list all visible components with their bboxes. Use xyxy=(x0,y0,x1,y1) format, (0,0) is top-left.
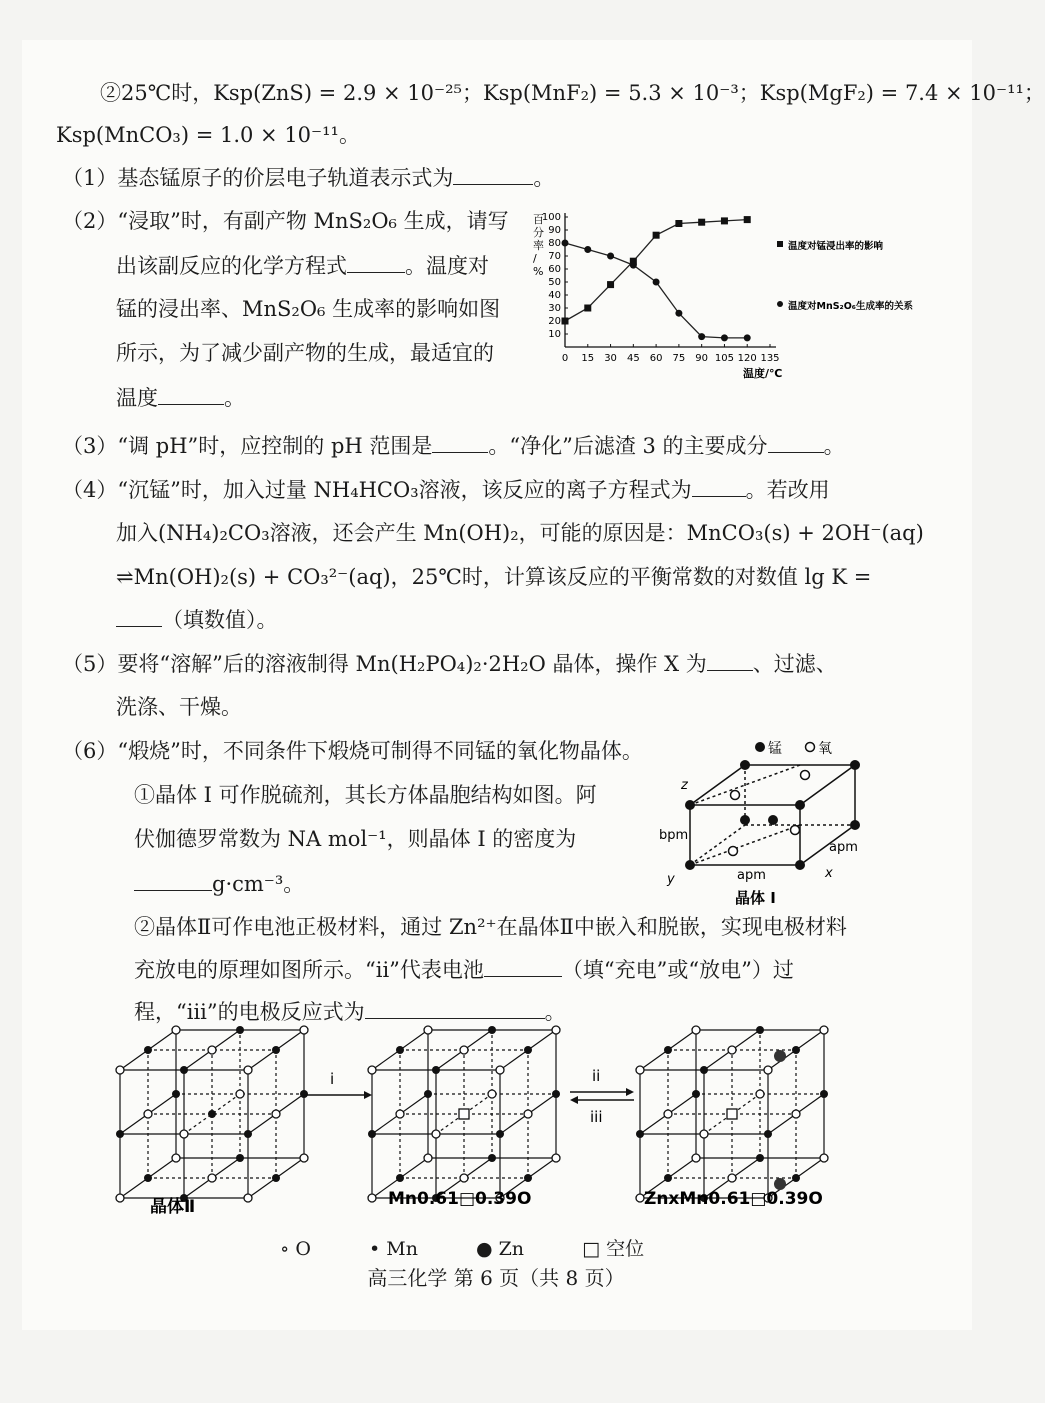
mn-atom xyxy=(496,1130,504,1138)
mn-atom xyxy=(740,760,750,770)
y-axis-label: y xyxy=(667,872,675,887)
o-atom xyxy=(144,1110,152,1118)
mn-atom xyxy=(700,1066,708,1074)
mn-atom xyxy=(300,1090,308,1098)
question-2-text-e: 温度 xyxy=(116,386,158,410)
legend-mn-label: Mn xyxy=(386,1238,418,1260)
question-5-text-a-end: 、过滤、 xyxy=(752,652,837,676)
y-axis-title-char: 率 xyxy=(533,239,544,252)
data-point-square xyxy=(584,305,591,312)
x-tick-label: 75 xyxy=(672,353,686,364)
answer-blank[interactable] xyxy=(432,430,488,453)
y-tick-label: 10 xyxy=(548,329,561,340)
o-atom xyxy=(664,1110,672,1118)
legend-vacancy-label: 空位 xyxy=(606,1238,645,1260)
o-atom xyxy=(552,1154,560,1162)
o-atom xyxy=(244,1066,252,1074)
o-atom xyxy=(180,1130,188,1138)
legend-o: ∘ O xyxy=(280,1238,311,1260)
mn-atom xyxy=(144,1174,152,1182)
o-atom xyxy=(236,1090,244,1098)
o-atom xyxy=(488,1090,496,1098)
x-axis-title: 温度/℃ xyxy=(743,367,783,380)
mn-atom xyxy=(116,1130,124,1138)
o-atom xyxy=(552,1026,560,1034)
question-4-text-a-end: 。若改用 xyxy=(745,478,830,502)
question-6-2-b-end: （填“充电”或“放电”）过 xyxy=(561,958,794,982)
data-point-circle xyxy=(744,334,751,341)
x-tick-label: 120 xyxy=(737,353,757,364)
answer-blank[interactable] xyxy=(365,996,545,1019)
mn-atom xyxy=(685,860,695,870)
series-legend-label: 温度对MnS₂O₆生成率的关系 xyxy=(788,301,913,312)
mn-atom xyxy=(488,1154,496,1162)
mn-atom xyxy=(768,815,778,825)
x-tick-label: 0 xyxy=(561,353,569,364)
question-2-line-c: 锰的浸出率、MnS₂O₆ 生成率的影响如图 xyxy=(116,297,501,321)
o-atom xyxy=(272,1110,280,1118)
mn-atom xyxy=(524,1174,532,1182)
y-tick-label: 20 xyxy=(548,316,561,327)
o-atom xyxy=(424,1154,432,1162)
question-1-end: 。 xyxy=(533,166,555,190)
mn-atom xyxy=(272,1046,280,1054)
question-4-line-a xyxy=(62,474,830,505)
answer-blank[interactable] xyxy=(158,382,224,405)
o-atom xyxy=(208,1046,216,1054)
mn-atom xyxy=(208,1110,216,1118)
data-point-square xyxy=(675,220,682,227)
legend-zn: ● Zn xyxy=(475,1238,525,1260)
mn-atom xyxy=(850,820,860,830)
o-atom xyxy=(116,1194,124,1202)
o-atom xyxy=(208,1174,216,1182)
y-tick-label: 100 xyxy=(541,212,561,223)
question-3 xyxy=(62,430,845,461)
a-side-dimension-label: apm xyxy=(829,840,858,855)
legend-mn: • Mn xyxy=(368,1238,418,1260)
mn-atom xyxy=(432,1066,440,1074)
y-tick-label: 80 xyxy=(548,238,561,249)
series-legend-label: 温度对锰浸出率的影响 xyxy=(788,241,884,252)
z-axis-label: z xyxy=(681,778,688,793)
mn-atom xyxy=(236,1154,244,1162)
question-6-1-a: ①晶体 I 可作脱硫剂，其长方体晶胞结构如图。阿 xyxy=(134,783,597,807)
x-tick-label: 45 xyxy=(626,353,640,364)
mn-atom xyxy=(636,1130,644,1138)
vacancy-site xyxy=(459,1109,469,1119)
mn-atom xyxy=(552,1090,560,1098)
mn-atom xyxy=(850,760,860,770)
mn-atom xyxy=(792,1046,800,1054)
o-atom xyxy=(729,847,738,856)
data-point-circle xyxy=(584,246,591,253)
answer-blank[interactable] xyxy=(116,604,162,627)
question-4-text-d: （填数值）。 xyxy=(162,608,278,632)
data-point-circle xyxy=(562,240,569,247)
arrow-ii-label: ii xyxy=(592,1067,601,1085)
y-tick-label: 30 xyxy=(548,303,561,314)
legend-o-label: O xyxy=(295,1238,311,1260)
o-atom xyxy=(692,1154,700,1162)
data-point-square xyxy=(744,216,751,223)
legend-o-label: 氧 xyxy=(818,741,832,757)
mn-atom xyxy=(795,800,805,810)
data-point-circle xyxy=(653,279,660,286)
lattice-crystal-2 xyxy=(116,1026,308,1202)
legend-marker xyxy=(777,301,783,307)
y-axis-title-char: / xyxy=(533,252,537,265)
crystal-1-legend xyxy=(755,741,832,757)
question-6-2-b-text: 充放电的原理如图所示。“ii”代表电池 xyxy=(134,958,484,982)
o-atom xyxy=(728,1046,736,1054)
mn-atom xyxy=(795,860,805,870)
answer-blank[interactable] xyxy=(453,162,533,185)
question-1 xyxy=(62,162,554,193)
mn-atom xyxy=(664,1174,672,1182)
data-point-circle xyxy=(630,262,637,269)
o-atom xyxy=(636,1066,644,1074)
a-front-dimension-label: apm xyxy=(737,868,766,883)
arrow-iii-label: iii xyxy=(590,1108,603,1126)
mn-legend-dot xyxy=(755,742,765,752)
question-2-text-e-end: 。 xyxy=(224,386,245,410)
mn-atom xyxy=(756,1026,764,1034)
o-legend-dot xyxy=(806,743,815,752)
data-point-square xyxy=(698,219,705,226)
question-4-line-d xyxy=(116,604,278,635)
b-dimension-label: bpm xyxy=(659,828,689,843)
y-tick-label: 50 xyxy=(548,277,561,288)
question-6-2-c-end: 。 xyxy=(544,1000,566,1024)
y-axis-title-char: % xyxy=(533,265,544,278)
o-atom xyxy=(792,1110,800,1118)
ksp-line-1: ②25℃时，Ksp(ZnS) = 2.9 × 10⁻²⁵；Ksp(MnF₂) = 5.3 × 10⁻³；Ksp(MgF₂) = 7.4 × 10⁻¹¹； xyxy=(100,81,1045,105)
mn-atom xyxy=(740,815,750,825)
o-atom xyxy=(756,1090,764,1098)
mn-atom xyxy=(488,1026,496,1034)
o-atom xyxy=(172,1026,180,1034)
o-atom xyxy=(116,1066,124,1074)
o-atom xyxy=(368,1194,376,1202)
legend-mn-label: 锰 xyxy=(768,741,782,757)
y-axis-title-char: 百 xyxy=(533,213,544,226)
o-atom xyxy=(692,1026,700,1034)
question-5-line-a xyxy=(62,648,837,679)
y-axis-title xyxy=(533,213,544,278)
lattice-diagram xyxy=(110,1020,870,1220)
crystal-2-caption: 晶体Ⅱ xyxy=(150,1197,196,1217)
answer-blank[interactable] xyxy=(134,868,212,891)
arrow-i-label: i xyxy=(330,1070,335,1088)
mn-atom xyxy=(272,1174,280,1182)
y-tick-label: 40 xyxy=(548,290,561,301)
question-6-1-c-text: g·cm⁻³。 xyxy=(212,872,305,896)
mn-atom xyxy=(692,1090,700,1098)
o-atom xyxy=(396,1110,404,1118)
mn-atom xyxy=(424,1090,432,1098)
o-atom xyxy=(300,1026,308,1034)
question-6-2-c-text: 程，“iii”的电极反应式为 xyxy=(134,1000,365,1024)
mn-atom xyxy=(764,1130,772,1138)
answer-blank[interactable] xyxy=(484,954,562,977)
arrow-i-head xyxy=(364,1091,372,1099)
mn-atom xyxy=(756,1154,764,1162)
y-axis-title-char: 分 xyxy=(533,226,544,239)
question-2-line-a: （2）“浸取”时，有副产物 MnS₂O₆ 生成，请写 xyxy=(62,209,509,233)
o-atom xyxy=(432,1130,440,1138)
o-atom xyxy=(764,1066,772,1074)
legend-vacancy: □ 空位 xyxy=(582,1238,645,1260)
o-atom xyxy=(820,1026,828,1034)
o-atom xyxy=(731,791,740,800)
page-footer: 高三化学 第 6 页（共 8 页） xyxy=(367,1266,625,1290)
question-6-2-a: ②晶体Ⅱ可作电池正极材料，通过 Zn²⁺在晶体Ⅱ中嵌入和脱嵌，实现电极材料 xyxy=(134,915,847,939)
question-3-mid: 。“净化”后滤渣 3 的主要成分 xyxy=(488,434,768,458)
mn-atom xyxy=(144,1046,152,1054)
mn-atom xyxy=(180,1066,188,1074)
zn-atom xyxy=(774,1050,786,1062)
o-atom xyxy=(368,1066,376,1074)
data-point-circle xyxy=(675,310,682,317)
x-tick-label: 90 xyxy=(695,353,709,364)
data-point-circle xyxy=(607,253,614,260)
crystal-1-caption: 晶体 I xyxy=(735,889,776,907)
legend-zn-label: Zn xyxy=(498,1238,525,1260)
data-point-circle xyxy=(698,333,705,340)
o-atom xyxy=(460,1174,468,1182)
question-6-2-b xyxy=(134,954,794,985)
data-point-circle xyxy=(721,334,728,341)
mn-atom xyxy=(236,1026,244,1034)
lattice-mn-vacancy xyxy=(368,1026,560,1202)
o-atom xyxy=(424,1026,432,1034)
mn-atom xyxy=(820,1090,828,1098)
mn-atom xyxy=(524,1046,532,1054)
question-2-line-b xyxy=(116,250,489,281)
question-3-text: （3）“调 pH”时，应控制的 pH 范围是 xyxy=(62,434,433,458)
mn-atom xyxy=(685,800,695,810)
o-atom xyxy=(460,1046,468,1054)
temperature-chart xyxy=(525,205,913,395)
o-atom xyxy=(820,1154,828,1162)
arrow-iii-head xyxy=(570,1096,578,1104)
question-2-text-b-end: 。温度对 xyxy=(405,254,489,278)
lattice-legend xyxy=(280,1234,696,1261)
question-1-text: （1）基态锰原子的价层电子轨道表示式为 xyxy=(62,166,454,190)
question-6: （6）“煅烧”时，不同条件下煅烧可制得不同锰的氧化物晶体。 xyxy=(62,739,643,763)
crystal-1-diagram xyxy=(655,735,865,915)
data-point-square xyxy=(562,318,569,325)
mn-atom xyxy=(368,1130,376,1138)
o-atom xyxy=(700,1130,708,1138)
o-atom xyxy=(300,1154,308,1162)
mn-atom xyxy=(244,1130,252,1138)
answer-blank[interactable] xyxy=(692,474,746,497)
x-tick-label: 135 xyxy=(760,353,780,364)
mn-atom xyxy=(172,1090,180,1098)
legend-marker xyxy=(777,241,783,247)
question-6-1-c xyxy=(134,868,304,899)
mn-atom xyxy=(396,1046,404,1054)
ksp-line-2: Ksp(MnCO₃) = 1.0 × 10⁻¹¹。 xyxy=(56,123,360,147)
o-atom xyxy=(801,771,810,780)
x-tick-label: 30 xyxy=(604,353,617,364)
question-2-line-e xyxy=(116,382,245,413)
data-point-square xyxy=(653,232,660,239)
o-atom xyxy=(524,1110,532,1118)
question-4-line-b: 加入(NH₄)₂CO₃溶液，还会产生 Mn(OH)₂，可能的原因是：MnCO₃(s) + 2OH⁻(aq) xyxy=(116,521,924,545)
question-2-line-d: 所示，为了减少副产物的生成，最适宜的 xyxy=(116,341,494,365)
mn-vacancy-caption: Mn0.61□0.39O xyxy=(388,1189,532,1209)
mn-atom xyxy=(792,1174,800,1182)
y-tick-label: 70 xyxy=(548,251,561,262)
series-line xyxy=(565,243,747,338)
question-5-line-b: 洗涤、干燥。 xyxy=(116,695,242,719)
data-point-square xyxy=(607,281,614,288)
o-atom xyxy=(728,1174,736,1182)
arrow-ii-head xyxy=(626,1088,634,1096)
o-atom xyxy=(636,1194,644,1202)
mn-atom xyxy=(396,1174,404,1182)
answer-blank[interactable] xyxy=(347,250,405,273)
answer-blank[interactable] xyxy=(707,648,753,671)
zn-inserted-caption: ZnxMn0.61□0.39O xyxy=(644,1189,823,1209)
lattice-zn-inserted xyxy=(636,1026,828,1202)
answer-blank[interactable] xyxy=(768,430,824,453)
mn-atom xyxy=(664,1046,672,1054)
data-point-square xyxy=(721,217,728,224)
question-4-line-c: ⇌Mn(OH)₂(s) + CO₃²⁻(aq)，25℃时，计算该反应的平衡常数的对数值 lg K = xyxy=(116,565,872,589)
y-tick-label: 90 xyxy=(548,225,561,236)
question-5-text-a: （5）要将“溶解”后的溶液制得 Mn(H₂PO₄)₂·2H₂O 晶体，操作 X 为 xyxy=(62,652,707,676)
o-atom xyxy=(172,1154,180,1162)
question-6-1-b: 伏伽德罗常数为 NA mol⁻¹，则晶体 I 的密度为 xyxy=(134,827,577,851)
o-atom xyxy=(496,1066,504,1074)
question-4-text-a: （4）“沉锰”时，加入过量 NH₄HCO₃溶液，该反应的离子方程式为 xyxy=(62,478,692,502)
x-tick-label: 105 xyxy=(714,353,734,364)
question-3-end: 。 xyxy=(823,434,845,458)
y-tick-label: 60 xyxy=(548,264,561,275)
question-2-text-b: 出该副反应的化学方程式 xyxy=(116,254,347,278)
o-atom xyxy=(791,826,800,835)
x-tick-label: 60 xyxy=(649,353,663,364)
x-tick-label: 15 xyxy=(581,353,595,364)
o-atom xyxy=(244,1194,252,1202)
vacancy-site xyxy=(727,1109,737,1119)
x-axis-label: x xyxy=(825,866,833,881)
